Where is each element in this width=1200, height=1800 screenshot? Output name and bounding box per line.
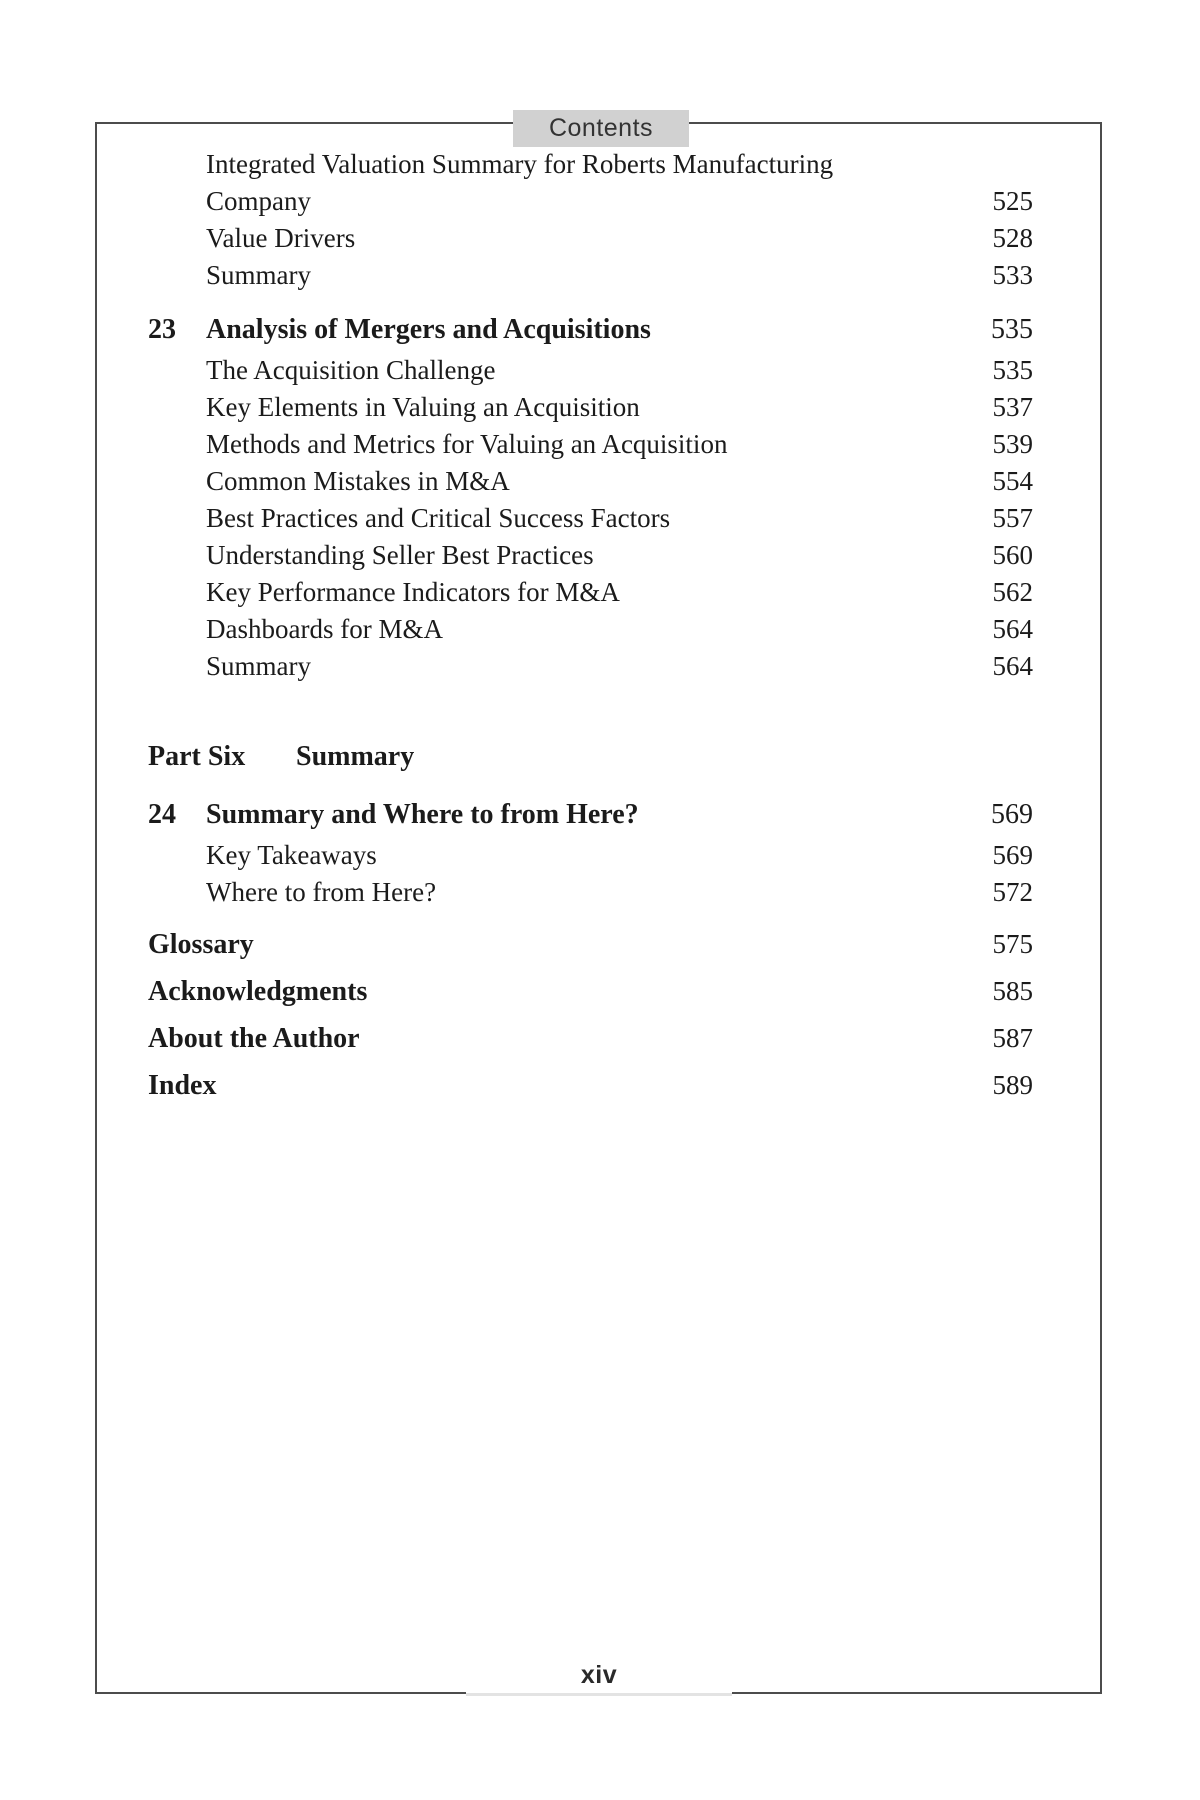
toc-entry-label: Common Mistakes in M&A <box>206 466 510 496</box>
toc-entry-label: Summary <box>206 651 311 681</box>
toc-entry <box>148 648 1033 685</box>
toc-entry-page: 535 <box>992 355 1033 385</box>
toc-entry <box>148 426 1033 463</box>
toc-entry-label: Glossary <box>148 929 254 960</box>
toc-entry-label: Key Elements in Valuing an Acquisition <box>206 392 640 422</box>
toc-entry <box>148 463 1033 500</box>
toc-part-entry <box>148 735 1033 779</box>
contents-header-tab <box>513 110 689 147</box>
part-number: Part Six <box>148 741 246 772</box>
toc-entry-label: About the Author <box>148 1023 360 1054</box>
toc-entry-label: Summary and Where to from Here? <box>206 799 639 830</box>
toc-entry-page: 560 <box>992 540 1033 570</box>
toc-chapter-entry <box>148 308 1033 352</box>
toc-entry-page: 569 <box>991 799 1033 830</box>
toc-entry-label: Methods and Metrics for Valuing an Acquisition <box>206 429 728 459</box>
toc-entry-page: 589 <box>992 1070 1033 1100</box>
toc-entry-label: Value Drivers <box>206 223 356 253</box>
toc-entry <box>148 389 1033 426</box>
toc-entry <box>148 837 1033 874</box>
part-label: Summary <box>296 741 415 772</box>
toc-entry <box>148 220 1033 257</box>
toc-entry-page: 587 <box>992 1023 1033 1053</box>
toc-entry-page: 557 <box>992 503 1033 533</box>
table-of-contents <box>148 146 1033 1109</box>
contents-header-label: Contents <box>548 114 654 142</box>
toc-entry-page: 562 <box>992 577 1033 607</box>
toc-entry <box>148 257 1033 294</box>
toc-entry <box>148 500 1033 537</box>
toc-entry-page: 575 <box>992 929 1033 959</box>
toc-backmatter-entry <box>148 968 1033 1015</box>
toc-entry-page: 572 <box>992 877 1033 907</box>
toc-entry <box>148 611 1033 648</box>
toc-entry-page: 585 <box>992 976 1033 1006</box>
toc-entry-page: 525 <box>992 186 1033 216</box>
toc-entry <box>148 146 1033 220</box>
toc-entry-label: Dashboards for M&A <box>206 614 443 644</box>
chapter-number: 23 <box>148 314 176 345</box>
toc-entry <box>148 537 1033 574</box>
toc-entry-page: 564 <box>992 651 1033 681</box>
toc-entry-label: Where to from Here? <box>206 877 437 907</box>
toc-entry-label: Key Takeaways <box>206 840 377 870</box>
toc-entry <box>148 574 1033 611</box>
toc-entry-label: Analysis of Mergers and Acquisitions <box>206 314 651 345</box>
page-number-footer <box>466 1657 732 1696</box>
toc-entry-label: Company <box>206 186 311 216</box>
toc-backmatter-entry <box>148 1015 1033 1062</box>
toc-entry-page: 554 <box>992 466 1033 496</box>
toc-entry-label: Summary <box>206 260 311 290</box>
page-number-label: xiv <box>580 1661 618 1689</box>
toc-entry-page: 539 <box>992 429 1033 459</box>
toc-entry-label: Index <box>148 1070 217 1101</box>
toc-entry-label: Integrated Valuation Summary for Roberts Manufacturing <box>206 149 834 179</box>
toc-entry-page: 564 <box>992 614 1033 644</box>
toc-entry-page: 533 <box>992 260 1033 290</box>
toc-entry-label: Key Performance Indicators for M&A <box>206 577 620 607</box>
toc-backmatter-entry <box>148 921 1033 968</box>
toc-chapter-entry <box>148 793 1033 837</box>
toc-entry-label: Best Practices and Critical Success Factors <box>206 503 671 533</box>
toc-entry-page: 569 <box>992 840 1033 870</box>
toc-entry-label: Acknowledgments <box>148 976 368 1007</box>
toc-backmatter-entry <box>148 1062 1033 1109</box>
toc-entry <box>148 874 1033 911</box>
toc-entry-page: 537 <box>992 392 1033 422</box>
toc-entry-label: The Acquisition Challenge <box>206 355 496 385</box>
toc-entry-page: 528 <box>992 223 1033 253</box>
toc-entry-label: Understanding Seller Best Practices <box>206 540 594 570</box>
toc-entry-page: 535 <box>991 314 1033 345</box>
chapter-number: 24 <box>148 799 176 830</box>
toc-entry <box>148 352 1033 389</box>
